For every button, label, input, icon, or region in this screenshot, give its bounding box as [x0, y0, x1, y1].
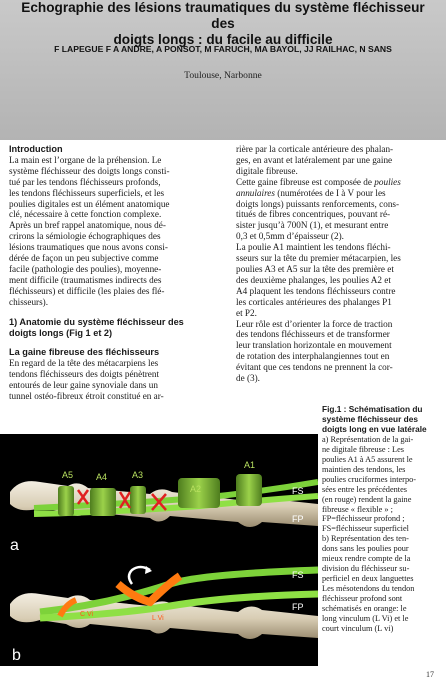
- body-line: A4 plaquent les tendons fléchisseurs contre: [236, 285, 396, 296]
- caption-line: long vinculum (L Vi) et le: [322, 614, 409, 624]
- column-left: [9, 144, 221, 402]
- body-line: fléchisseurs) et difficile (les plaies des flé-: [9, 285, 165, 296]
- pulley-label-a3: A3: [132, 470, 144, 480]
- body-line: de rotation des interphalangiennes tout en: [236, 351, 390, 362]
- affiliation: Toulouse, Narbonne: [184, 70, 262, 81]
- panel-label-a: a: [10, 537, 19, 554]
- body-line: facile (pathologie des poulies), moyenne-: [9, 263, 162, 274]
- caption-line: fléchisseur profond sont: [322, 594, 403, 604]
- body-line: de (3).: [236, 373, 260, 384]
- label-long-vinculum: L Vi: [152, 615, 164, 622]
- caption-line: division du fléchisseur su-: [322, 564, 410, 574]
- pulley-label-a4: A4: [96, 472, 108, 482]
- body-line: entourés de leur gaine synoviale dans un: [9, 380, 158, 391]
- body-line: des deuxième phalanges, les poulies A2 et: [236, 274, 391, 285]
- body-line: sister jusqu’à 700N (1), et mesurant entre: [236, 220, 389, 231]
- body-line: digitale fibreuse.: [236, 165, 298, 176]
- page-number: 17: [426, 670, 434, 679]
- paper-title: [10, 0, 436, 48]
- caption-line: schématisés en orange: le: [322, 604, 407, 614]
- body-line: lésions traumatiques que nous avons consi-: [9, 242, 168, 253]
- label-fp-b: FP: [292, 602, 304, 612]
- pulley-label-a2: A2: [190, 484, 202, 494]
- caption-line: fibreuse « flexible » ;: [322, 504, 393, 514]
- body-line: dérée de façon un peu subjective comme: [9, 253, 159, 264]
- body-line: chisseurs).: [9, 296, 49, 307]
- title-line-1: Echographie des lésions traumatiques du système fléchisseur des: [21, 0, 425, 31]
- caption-line: sées entre les précédentes: [322, 484, 407, 494]
- body-line: les corticales antérieures des phalanges P1: [236, 296, 392, 307]
- body-line: des tendons fléchisseurs et de transformer: [236, 329, 390, 340]
- paragraph-gap: [9, 338, 221, 347]
- title-line-2: doigts longs : du facile au difficile: [113, 32, 333, 47]
- body-line: annulaires (numérotées de I à V pour les: [236, 187, 386, 198]
- caption-line: (en rouge) rendent la gaine: [322, 494, 412, 504]
- caption-line: maintien des tendons, les: [322, 464, 406, 474]
- caption-line: dons sans les poulies pour: [322, 544, 409, 554]
- body-line: système fléchisseur des doigts longs consti-: [9, 165, 170, 176]
- body-line: La main est l’organe de la préhension. Le: [9, 154, 162, 165]
- section-heading: Introduction: [9, 144, 63, 154]
- body-line: ges, en avant et latéralement par une gaine: [236, 154, 393, 165]
- body-line: les tendons fléchisseurs superficiels, et les: [9, 187, 165, 198]
- body-line: doigts longs) puissants renforcements, cons-: [236, 198, 400, 209]
- body-line: titués de fibres concentriques, pouvant ré-: [236, 209, 391, 220]
- body-line: Après un bref rappel anatomique, nous dé-: [9, 220, 166, 231]
- figure-caption: [322, 405, 440, 634]
- column-right: [236, 144, 437, 384]
- body-line: Cette gaine fibreuse est composée de poulies: [236, 176, 401, 187]
- caption-title: Fig.1 : Schématisation du: [322, 404, 423, 414]
- body-line: évitant que ces tendons ne prennent la cor-: [236, 362, 393, 373]
- label-fs-a: FS: [292, 486, 304, 496]
- caption-line: poulies A1 à A5 assurent le: [322, 454, 413, 464]
- body-line: Leur rôle est d’orienter la force de traction: [236, 318, 393, 329]
- body-line: En regard de la tête des métacarpiens les: [9, 358, 159, 369]
- body-line: clé, nécessaire à cette fonction complexe.: [9, 209, 162, 220]
- caption-line: Les mésotendons du tendon: [322, 584, 415, 594]
- body-line: rière par la corticale antérieure des phalan-: [236, 144, 394, 154]
- section-heading: 1) Anatomie du système fléchisseur des: [9, 316, 184, 327]
- panel-label-b: b: [12, 647, 21, 664]
- paragraph-gap: [9, 308, 221, 317]
- caption-line: mieux rendre compte de la: [322, 554, 411, 564]
- caption-line: ne digitale fibreuse : Les: [322, 444, 405, 454]
- body-line: 0,3 et 0,5mm d’épaisseur (2).: [236, 231, 344, 242]
- body-line: tendons fléchisseurs des doigts pénètrent: [9, 369, 160, 380]
- body-line: et P2.: [236, 307, 257, 318]
- body-line: ment difficile (traumatismes indirects des: [9, 274, 162, 285]
- label-fs-b: FS: [292, 570, 304, 580]
- label-short-vinculum: C Vi: [80, 611, 94, 618]
- caption-line: perficiel en deux languettes: [322, 574, 414, 584]
- body-line: poulies digitales est un élément anatomique: [9, 198, 170, 209]
- figure-1-illustration: [0, 434, 318, 666]
- pulley-label-a1: A1: [244, 460, 256, 470]
- caption-line: court vinculum (L vi): [322, 623, 394, 633]
- caption-title: doigts long en vue latérale: [322, 423, 427, 434]
- label-fp-a: FP: [292, 514, 304, 524]
- body-line: sseurs sur la tête du premier métacarpien, les: [236, 253, 401, 264]
- section-heading: La gaine fibreuse des fléchisseurs: [9, 347, 160, 358]
- caption-line: b) Représentation des ten-: [322, 534, 409, 544]
- body-line: leur translation horizontale en mouvement: [236, 340, 392, 351]
- authors: F LAPEGUE F A ANDRE, A PONSOT, M FARUCH, MA BAYOL, JJ RAILHAC, N SANS: [54, 44, 392, 54]
- caption-title: système fléchisseur des: [322, 413, 418, 424]
- body-line: crirons la sémiologie échographiques des: [9, 231, 161, 242]
- section-heading: doigts longs (Fig 1 et 2): [9, 327, 113, 338]
- caption-line: poulies cruciformes interpo-: [322, 474, 417, 484]
- caption-line: FS=fléchisseur superficiel: [322, 524, 409, 534]
- body-line: La poulie A1 maintient les tendons fléchi-: [236, 242, 391, 253]
- body-line: tué par les tendons fléchisseurs profonds,: [9, 176, 161, 187]
- caption-line: a) Représentation de la gai-: [322, 434, 414, 444]
- figure-1: [0, 434, 318, 666]
- pulley-label-a5: A5: [62, 470, 74, 480]
- body-line: poulies A3 et A5 sur la tête des première et: [236, 263, 394, 274]
- caption-line: FP=fléchisseur profond ;: [322, 514, 405, 524]
- body-line: tunnel ostéo-fibreux étroit constitué en ar-: [9, 391, 164, 402]
